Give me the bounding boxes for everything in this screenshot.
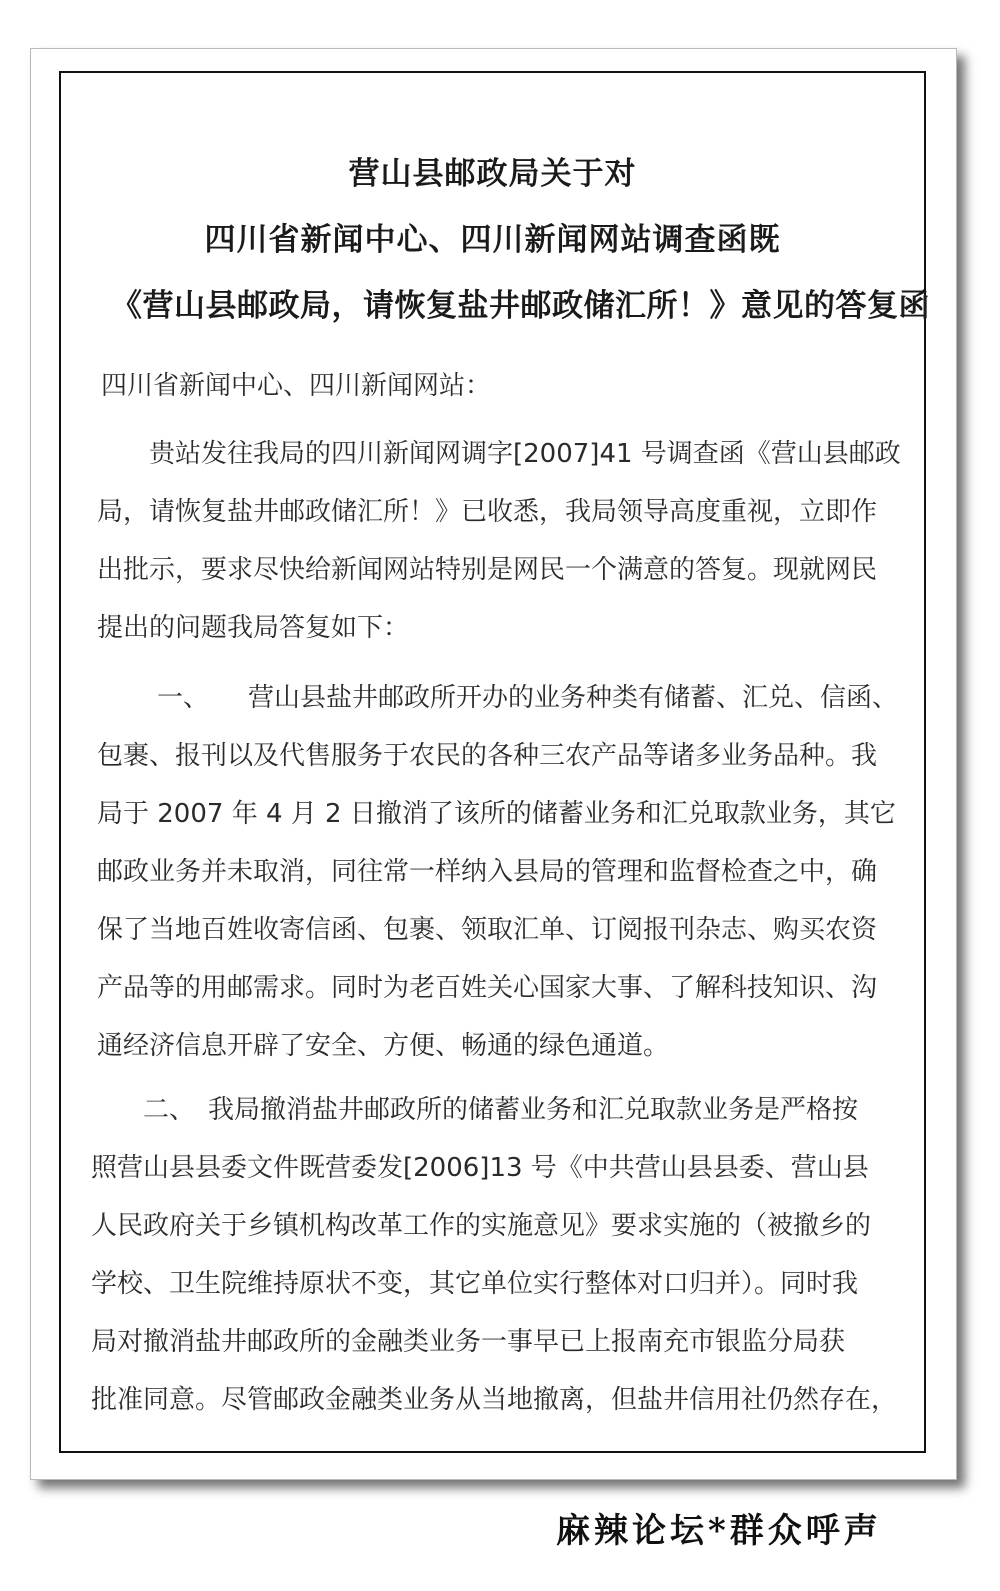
paragraph-line: 产品等的用邮需求。同时为老百姓关心国家大事、了解科技知识、沟	[97, 973, 878, 1003]
paragraph-line: 局于 2007 年 4 月 2 日撤消了该所的储蓄业务和汇兑取款业务，其它	[97, 799, 896, 829]
paragraph-line: 局，请恢复盐井邮政储汇所！》已收悉，我局领导高度重视，立即作	[97, 497, 878, 527]
title-line-3: 《营山县邮政局，请恢复盐井邮政储汇所！》意见的答复函	[111, 288, 930, 324]
paragraph-line: 二、 我局撤消盐井邮政所的储蓄业务和汇兑取款业务是严格按	[143, 1095, 859, 1125]
title-line-2: 四川省新闻中心、四川新闻网站调查函既	[204, 222, 781, 258]
salutation: 四川省新闻中心、四川新闻网站：	[101, 371, 492, 401]
paragraph-line: 包裹、报刊以及代售服务于农民的各种三农产品等诸多业务品种。我	[97, 741, 878, 771]
paragraph-line: 保了当地百姓收寄信函、包裹、领取汇单、订阅报刊杂志、购买农资	[97, 915, 878, 945]
paragraph-line: 通经济信息开辟了安全、方便、畅通的绿色通道。	[97, 1031, 670, 1061]
forum-watermark: 麻辣论坛*群众呼声	[556, 1511, 882, 1551]
document-page	[30, 48, 957, 1480]
paragraph-line: 学校、卫生院维持原状不变，其它单位实行整体对口归并）。同时我	[91, 1269, 859, 1299]
paragraph-line: 局对撤消盐井邮政所的金融类业务一事早已上报南充市银监分局获	[91, 1327, 846, 1357]
paragraph-line: 提出的问题我局答复如下：	[97, 613, 410, 643]
paragraph-line: 贵站发往我局的四川新闻网调字[2007]41 号调查函《营山县邮政	[149, 439, 901, 469]
paragraph-line: 批准同意。尽管邮政金融类业务从当地撤离，但盐井信用社仍然存在，	[91, 1385, 898, 1415]
paragraph-line: 一、 营山县盐井邮政所开办的业务种类有储蓄、汇兑、信函、	[157, 683, 899, 713]
document-title	[61, 141, 930, 339]
paragraph-line: 人民政府关于乡镇机构改革工作的实施意见》要求实施的（被撤乡的	[91, 1211, 872, 1241]
paragraph-line: 邮政业务并未取消，同往常一样纳入县局的管理和监督检查之中，确	[97, 857, 878, 887]
document-border	[59, 71, 930, 1453]
title-line-1: 营山县邮政局关于对	[348, 156, 637, 192]
paragraph-line: 出批示，要求尽快给新闻网站特别是网民一个满意的答复。现就网民	[97, 555, 878, 585]
paragraph-line: 照营山县县委文件既营委发[2006]13 号《中共营山县县委、营山县	[91, 1153, 869, 1183]
